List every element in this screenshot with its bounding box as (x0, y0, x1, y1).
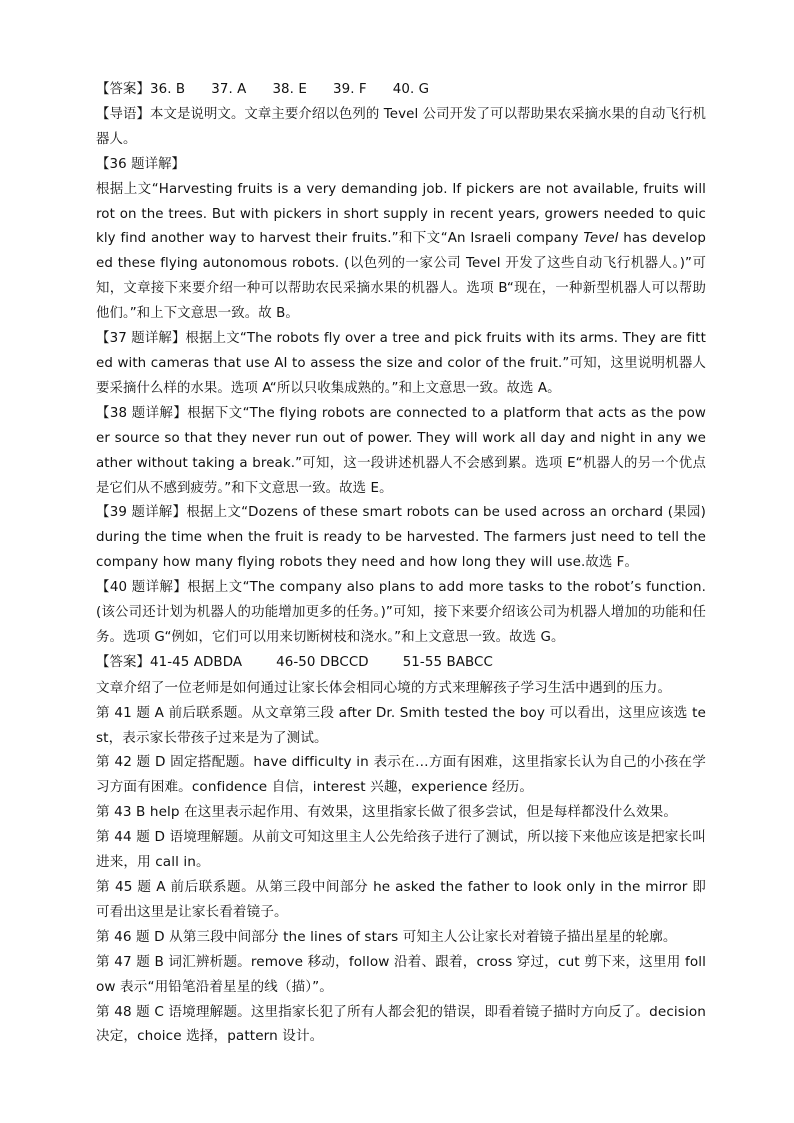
q39-explanation: 【39 题详解】根据上文“Dozens of these smart robots can be used across an orchard (果园) during the time when the fruit is ready to be harvested. The farmers just need to tell the company how many flying robots they need and how long they will use.故选 F。 (96, 505, 706, 571)
q36-header: 【36 题详解】 (96, 156, 186, 172)
q42-explanation: 第 42 题 D 固定搭配题。have difficulty in 表示在…方面有困难，这里指家长认为自己的小孩在学习方面有困难。confidence 自信，interest 兴趣，experience 经历。 (96, 754, 706, 796)
q46-explanation: 第 46 题 D 从第三段中间部分 the lines of stars 可知主人公让家长对着镜子描出星星的轮廓。 (96, 928, 677, 945)
q37-explanation: 【37 题详解】根据上文“The robots fly over a tree and pick fruits with its arms. They are fitted with cameras that use AI to assess the size and color of the fruit.”可知，这里说明机器人要采摘什么样的水果。选项 A“所以只收集成熟的。”和上文意思一致。故选 A。 (96, 331, 706, 396)
answer-item: 41-45 ADBDA (149, 654, 243, 670)
answer-item: 40. G (392, 82, 430, 97)
q41-explanation: 第 41 题 A 前后联系题。从文章第三段 after Dr. Smith tested the boy 可以看出，这里应该选 test，表示家长带孩子过来是为了测试。 (96, 704, 706, 746)
answer-document (96, 78, 706, 1049)
answer-label: 【答案】 (96, 654, 150, 670)
q36-text-a: 根据上文“Harvesting fruits is a very demanding job. If pickers are not available, fruits will rot on the trees. But with pickers in short supply in recent years, growers needed to quickly find another way to harvest their fruits.”和下文“An Israeli company (96, 181, 706, 247)
q40-explanation: 【40 题详解】根据上文“The company also plans to add more tasks to the robot’s function. (该公司还计划为机器人的功能增加更多的任务。)”可知，接下来要介绍该公司为机器人增加的功能和任务。选项 G“例如，它们可以用来切断树枝和浇水。”和上文意思一致。故选 G。 (96, 580, 706, 645)
answer-key-36-40 (96, 78, 706, 103)
answer-item: 46-50 DBCCD (276, 654, 369, 670)
q36-text-b: has developed these flying autonomous robots. (以色列的一家公司 Tevel 开发了这些自动飞行机器人。)”可知，文章接下来要介绍一种可以帮助农民采摘水果的机器人。选项 B“现在，一种新型机器人可以帮助他们。”和上下文意思一致。故 B。 (96, 231, 706, 322)
q43-explanation: 第 43 B help 在这里表示起作用、有效果，这里指家长做了很多尝试，但是每样都没什么效果。 (96, 804, 678, 821)
guide-paragraph: 【导语】本文是说明文。文章主要介绍以色列的 Tevel 公司开发了可以帮助果农采摘水果的自动飞行机器人。 (96, 106, 706, 147)
q36-company-name: Tevel (583, 231, 619, 247)
answer-key-41-55 (96, 651, 706, 676)
q48-explanation: 第 48 题 C 语境理解题。这里指家长犯了所有人都会犯的错误，即看着镜子描时方向反了。decision 决定，choice 选择，pattern 设计。 (96, 1003, 706, 1045)
answer-item: 36. B (149, 82, 186, 97)
answer-item: 51-55 BABCC (402, 654, 493, 670)
q38-explanation: 【38 题详解】根据下文“The flying robots are connected to a platform that acts as the power source so that they never run out of power. They will work all day and night in any weather without taking a break.”可知，这一段讲述机器人不会感到累。选项 E“机器人的另一个优点是它们从不感到疲劳。”和下文意思一致。故选 E。 (96, 405, 706, 496)
q36-explanation (96, 178, 706, 327)
cloze-summary: 文章介绍了一位老师是如何通过让家长体会相同心境的方式来理解孩子学习生活中遇到的压力。 (96, 679, 672, 696)
answer-item: 39. F (332, 82, 367, 97)
answer-item: 38. E (272, 82, 307, 97)
q45-explanation: 第 45 题 A 前后联系题。从第三段中间部分 he asked the father to look only in the mirror 即可看出这里是让家长看着镜子。 (96, 879, 706, 920)
q47-explanation: 第 47 题 B 词汇辨析题。remove 移动，follow 沿着、跟着，cross 穿过，cut 剪下来，这里用 follow 表示“用铅笔沿着星星的线（描）”。 (96, 953, 706, 995)
q44-explanation: 第 44 题 D 语境理解题。从前文可知这里主人公先给孩子进行了测试，所以接下来他应该是把家长叫进来，用 call in。 (96, 829, 706, 871)
answer-label: 【答案】 (96, 82, 150, 97)
answer-item: 37. A (211, 82, 247, 97)
